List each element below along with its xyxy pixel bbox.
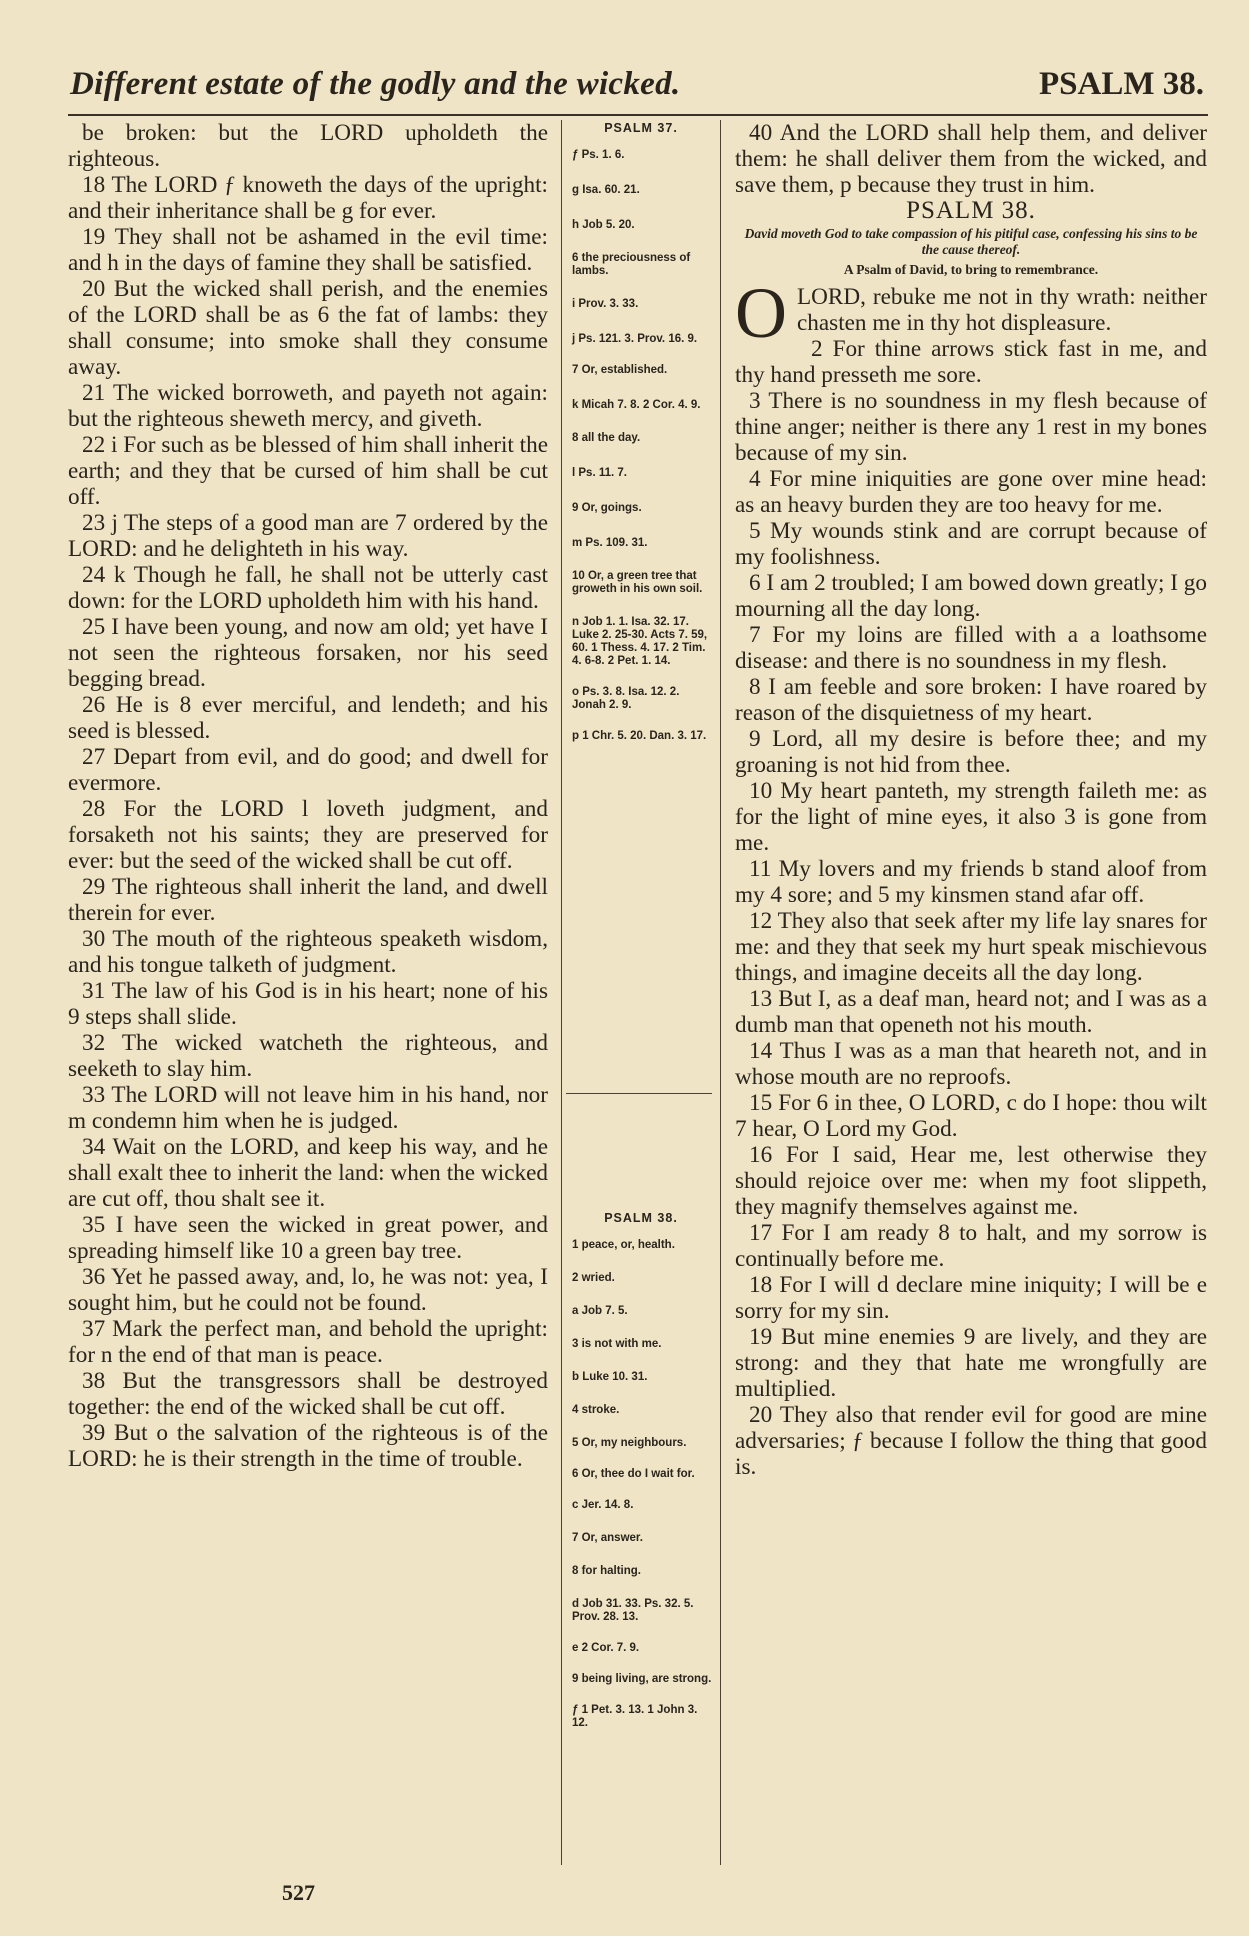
text-column-left: [68, 120, 548, 1472]
margin-references-top: [566, 122, 716, 761]
verse: 21 The wicked borroweth, and payeth not again: but the righteous sheweth mercy, and giveth.: [68, 380, 548, 432]
verse: 25 I have been young, and now am old; yet have I not seen the righteous forsaken, nor his seed begging bread.: [68, 614, 548, 692]
margin-note: n Job 1. 1. Isa. 32. 17. Luke 2. 25-30. Acts 7. 59, 60. 1 Thess. 4. 17. 2 Tim. 4. 6-8. 2 Pet. 1. 14.: [572, 616, 708, 667]
margin-note: a Job 7. 5.: [572, 1305, 628, 1317]
margin-note: o Ps. 3. 8. Isa. 12. 2. Jonah 2. 9.: [572, 686, 680, 711]
verse: 4 For mine iniquities are gone over mine head: as an heavy burden they are too heavy for me.: [735, 466, 1207, 518]
drop-cap: O: [735, 273, 787, 353]
running-header: [68, 62, 1208, 116]
margin-note: 4 stroke.: [572, 1404, 620, 1416]
verse: 39 But o the salvation of the righteous is of the LORD: he is their strength in the time of trouble.: [68, 1420, 548, 1472]
verse: 15 For 6 in thee, O LORD, c do I hope: thou wilt 7 hear, O Lord my God.: [735, 1090, 1207, 1142]
margin-note: ƒ Ps. 1. 6.: [572, 149, 625, 161]
verse: 14 Thus I was as a man that heareth not, and in whose mouth are no reproofs.: [735, 1038, 1207, 1090]
margin-heading: PSALM 37.: [604, 121, 678, 135]
psalm-summary: David moveth God to take compassion of his pitiful case, confessing his sins to be the cause thereof.: [744, 226, 1198, 257]
margin-note: 5 Or, my neighbours.: [572, 1437, 687, 1449]
running-head-left: Different estate of the godly and the wicked.: [70, 66, 681, 102]
verse: 12 They also that seek after my life lay snares for me: and they that seek my hurt speak mischievous things, and imagine deceits all the day long.: [735, 908, 1208, 986]
verse: 33 The LORD will not leave him in his hand, nor m condemn him when he is judged.: [68, 1082, 548, 1134]
verse: 32 The wicked watcheth the righteous, and seeketh to slay him.: [68, 1030, 548, 1082]
margin-note: m Ps. 109. 31.: [572, 537, 648, 549]
margin-note: c Jer. 14. 8.: [572, 1499, 634, 1511]
verse: 17 For I am ready 8 to halt, and my sorrow is continually before me.: [735, 1220, 1207, 1272]
verse: 18 The LORD ƒ knoweth the days of the upright: and their inheritance shall be g for ever.: [68, 172, 548, 224]
verse: 2 For thine arrows stick fast in me, and thy hand presseth me sore.: [735, 336, 1207, 388]
verse: 5 My wounds stink and are corrupt because of my foolishness.: [735, 518, 1207, 570]
verse: 7 For my loins are filled with a a loathsome disease: and there is no soundness in my flesh.: [735, 622, 1207, 674]
margin-note: 2 wried.: [572, 1272, 615, 1284]
verse: 29 The righteous shall inherit the land, and dwell therein for ever.: [68, 874, 548, 926]
margin-note: 6 Or, thee do I wait for.: [572, 1468, 695, 1480]
margin-note: 8 all the day.: [572, 432, 641, 444]
margin-note: g Isa. 60. 21.: [572, 184, 640, 196]
margin-note: 1 peace, or, health.: [572, 1239, 675, 1251]
margin-divider: [566, 1093, 712, 1094]
verse: 10 My heart panteth, my strength faileth me: as for the light of mine eyes, it also 3 is gone from me.: [735, 778, 1207, 856]
opening-verse: [735, 273, 1207, 353]
margin-note: i Prov. 3. 33.: [572, 298, 639, 310]
margin-note: l Ps. 11. 7.: [572, 467, 627, 479]
verse: 16 For I said, Hear me, lest otherwise they should rejoice over me: when my foot slippeth, they magnify themselves against me.: [735, 1142, 1207, 1220]
page-number: 527: [282, 1880, 315, 1905]
verse: be broken: but the LORD upholdeth the righteous.: [68, 120, 548, 172]
psalm-title: PSALM 38.: [906, 197, 1036, 224]
verse: 20 They also that render evil for good are mine adversaries; ƒ because I follow the thing that good is.: [735, 1402, 1207, 1480]
verse: 24 k Though he fall, he shall not be utterly cast down: for the LORD upholdeth him with his hand.: [68, 562, 548, 614]
running-head-right: PSALM 38.: [1039, 66, 1204, 102]
margin-note: 8 for halting.: [572, 1565, 641, 1577]
margin-note: 7 Or, answer.: [572, 1532, 643, 1544]
verse: 19 They shall not be ashamed in the evil time: and h in the days of famine they shall be satisfied.: [68, 224, 548, 276]
psalm-superscription: A Psalm of David, to bring to remembrance.: [843, 262, 1099, 277]
verse: 37 Mark the perfect man, and behold the upright: for n the end of that man is peace.: [68, 1316, 548, 1368]
verse: 40 And the LORD shall help them, and deliver them: he shall deliver them from the wicked, and save them, p because they trust in him.: [735, 120, 1207, 198]
verse: 30 The mouth of the righteous speaketh wisdom, and his tongue talketh of judgment.: [68, 926, 548, 978]
verse: 19 But mine enemies 9 are lively, and they are strong: and they that hate me wrongfully are multiplied.: [735, 1324, 1207, 1402]
margin-note: j Ps. 121. 3. Prov. 16. 9.: [572, 333, 698, 345]
margin-note: k Micah 7. 8. 2 Cor. 4. 9.: [572, 399, 701, 411]
margin-note: h Job 5. 20.: [572, 219, 635, 231]
column-rule-right: [720, 120, 721, 1865]
margin-note: 9 Or, goings.: [572, 502, 642, 514]
verse: 34 Wait on the LORD, and keep his way, and he shall exalt thee to inherit the land: when the wicked are cut off, thou shalt see it.: [68, 1134, 548, 1212]
margin-note: 7 Or, established.: [572, 364, 668, 376]
margin-note: 6 the preciousness of lambs.: [572, 252, 691, 277]
verse: 11 My lovers and my friends b stand aloof from my 4 sore; and 5 my kinsmen stand afar off.: [735, 856, 1207, 908]
margin-note: ƒ 1 Pet. 3. 13. 1 John 3. 12.: [572, 1704, 698, 1729]
margin-note: d Job 31. 33. Ps. 32. 5. Prov. 28. 13.: [572, 1598, 694, 1623]
margin-heading: PSALM 38.: [604, 1211, 678, 1225]
verse: 23 j The steps of a good man are 7 ordered by the LORD: and he delighteth in his way.: [68, 510, 548, 562]
margin-note: 3 is not with me.: [572, 1338, 662, 1350]
margin-note: 9 being living, are strong.: [572, 1673, 712, 1685]
margin-note: b Luke 10. 31.: [572, 1371, 648, 1383]
verse: 28 For the LORD l loveth judgment, and forsaketh not his saints; they are preserved for ever: but the seed of the wicked shall be cut off.: [68, 796, 548, 874]
verse: 26 He is 8 ever merciful, and lendeth; and his seed is blessed.: [68, 692, 548, 744]
verse: LORD, rebuke me not in thy wrath: neither chasten me in thy hot displeasure.: [797, 284, 1207, 336]
verse: 38 But the transgressors shall be destroyed together: the end of the wicked shall be cut off.: [68, 1368, 548, 1420]
verse: 27 Depart from evil, and do good; and dwell for evermore.: [68, 744, 548, 796]
verse: 9 Lord, all my desire is before thee; and my groaning is not hid from thee.: [735, 726, 1207, 778]
verse: 31 The law of his God is in his heart; none of his 9 steps shall slide.: [68, 978, 548, 1030]
margin-note: e 2 Cor. 7. 9.: [572, 1642, 640, 1654]
verse: 3 There is no soundness in my flesh because of thine anger; neither is there any 1 rest in my bones because of my sin.: [735, 388, 1207, 466]
column-rule-left: [561, 120, 562, 1865]
verse: 36 Yet he passed away, and, lo, he was not: yea, I sought him, but he could not be found.: [68, 1264, 548, 1316]
verse: 18 For I will d declare mine iniquity; I will be e sorry for my sin.: [735, 1272, 1207, 1324]
verse: 13 But I, as a deaf man, heard not; and I was as a dumb man that openeth not his mouth.: [735, 986, 1207, 1038]
margin-note: p 1 Chr. 5. 20. Dan. 3. 17.: [572, 730, 707, 742]
margin-note: 10 Or, a green tree that groweth in his own soil.: [572, 570, 703, 595]
verse: 6 I am 2 troubled; I am bowed down greatly; I go mourning all the day long.: [735, 570, 1207, 622]
text-column-right: [735, 120, 1207, 1480]
verse: 22 i For such as be blessed of him shall inherit the earth; and they that be cursed of him shall be cut off.: [68, 432, 548, 510]
verse: 35 I have seen the wicked in great power, and spreading himself like 10 a green bay tree.: [68, 1212, 548, 1264]
margin-references-bottom: [566, 1212, 716, 1748]
verse: 20 But the wicked shall perish, and the enemies of the LORD shall be as 6 the fat of lambs: they shall consume; into smoke shall they consume away.: [68, 276, 548, 380]
verse: 8 I am feeble and sore broken: I have roared by reason of the disquietness of my heart.: [735, 674, 1207, 726]
